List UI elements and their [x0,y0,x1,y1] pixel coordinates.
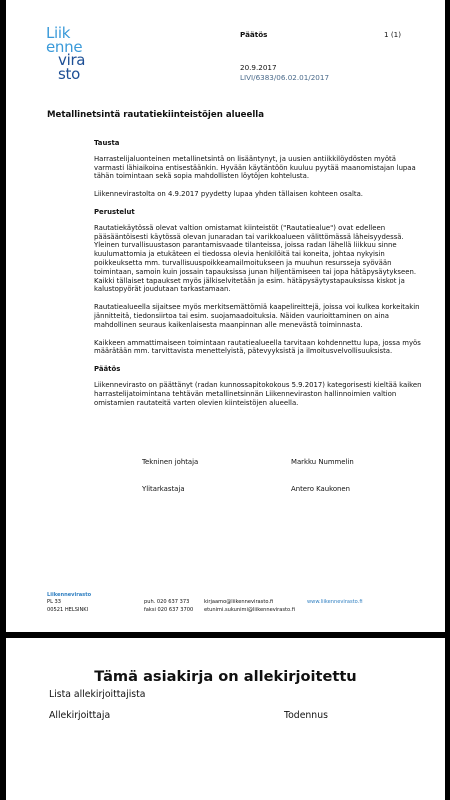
signature-page-title: Tämä asiakirja on allekirjoitettu [94,668,357,685]
document-body [94,139,424,416]
footer-fax: faksi 020 637 3700 [144,606,194,613]
document-page-1 [6,0,445,632]
signer-column-header: Allekirjoittaja [49,710,111,721]
signer-name-1: Markku Nummelin [291,458,354,466]
footer-website-link[interactable]: www.liikennevirasto.fi [307,599,363,606]
signer-role-1: Tekninen johtaja [142,458,199,466]
footer-email[interactable]: etunimi.sukunimi@liikennevirasto.fi [204,606,295,613]
paragraph: Harrastelijaluonteinen metallinetsintä on lisääntynyt, ja uusien antiikkilöydösten myötä varmasti lähiaikoina entisestäänkin. Hyvään käytäntöön kuuluu pyytää maanomistajan lupaa tähän toimintaan sekä sopia mahdollisten löytöjen kohtelusta. [94,154,416,181]
section-heading-tausta: Tausta [94,139,120,147]
page-number: 1 (1) [384,30,402,39]
footer-phone: puh. 020 637 373 [144,599,190,606]
signer-name-2: Antero Kaukonen [291,485,351,493]
paragraph: Kaikkeen ammattimaiseen toimintaan rautatiealueella tarvitaan kohdennettu lupa, jossa myös määrätään mm. tarvittavista menettelyistä, pätevyyksistä ja ilmoitusvelvollisuuksista. [94,338,421,356]
document-page-2 [6,638,445,800]
paragraph: Liikennevirasto on päättänyt (radan kunnossapitokokous 5.9.2017) kategorisesti kieltää kaiken harrastelijatoimintana tehtävän metallinetsinnän Liikenneviraston hallinnoimien valtion omistamien rautateitä varten olevien kiinteistöjen alueella. [94,380,422,407]
footer-brand: Liikennevirasto [47,592,92,598]
signer-role-2: Ylitarkastaja [142,485,185,493]
liikennevirasto-logo: Liik enne vira sto [46,24,86,83]
section-heading-paatos: Päätös [94,365,121,374]
footer-address-line: 00521 HELSINKI [47,606,89,613]
paragraph: Rautatiealueella sijaitsee myös merkitsemättömiä kaapelireittejä, joissa voi kulkea korkeitakin jännitteitä, tiedonsiirtoa tai esim. suojamaadoituksia. Näiden vaurioittaminen on aina mahdollinen seuraus kaikenlaisesta maanpinnan alle menevästä toiminnasta. [94,303,420,329]
footer-email[interactable]: kirjaamo@liikennevirasto.fi [204,599,274,606]
signer-list-label: Lista allekirjoittajista [49,689,146,700]
verification-column-header: Todennus [284,710,328,721]
document-type: Päätös [240,30,268,39]
reference-number: LIVI/6383/06.02.01/2017 [240,73,330,82]
paragraph: Rautatiekäytössä olevat valtion omistamat kiinteistöt ("Rautatiealue") ovat edelleen pääsääntöisesti käytössä olevan junaradan tai varikkoalueen välittömässä läheisyydessä. Yleinen turvallisuustason parantamisvaade tilanteissa, joissa radan lähellä liikkuu sinne kuulumattomia ja etukäteen ei tiedossa olevia henkilöitä tai koneita, johtaa nykyisin poikkeuksetta mm. turvallisuuspoikkeamailmoitukseen ja muuhun resursseja syövään toimintaan, samoin kuin jossain tapauksissa junan hiljentämiseen tai jopa hätäpysäytykseen. Kaikki tällaiset tapaukset myös jälkiselvitetään ja esim. hätäpysäytystapauksissa kiskot ja kalustopyörät joudutaan tarkastamaan. [94,223,417,294]
section-heading-perustelut: Perustelut [94,207,135,216]
footer-address-line: PL 33 [47,599,62,606]
document-date: 20.9.2017 [240,63,277,72]
paragraph: Liikennevirastolta on 4.9.2017 pyydetty lupaa yhden tällaisen kohteen osalta. [94,190,363,199]
page-title: Metallinetsintä rautatiekiinteistöjen alueella [47,110,265,120]
